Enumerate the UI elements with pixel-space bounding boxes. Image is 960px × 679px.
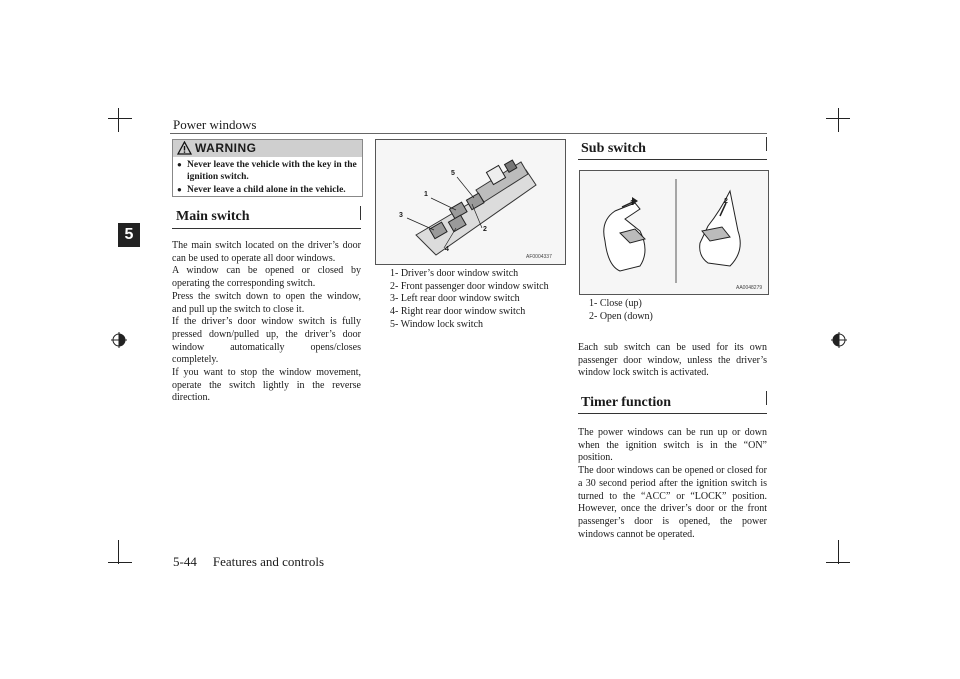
crop-mark — [826, 118, 850, 119]
crop-mark — [826, 562, 850, 563]
callout-label: 5 — [451, 170, 455, 177]
paragraph: The power windows can be run up or down when the ignition switch is in the “ON” position. — [578, 427, 767, 464]
sub-switch-body — [578, 342, 767, 380]
sub-switch-figure — [579, 170, 769, 295]
paragraph: The door windows can be opened or closed for a 30 second period after the ignition switch is turned to the “ACC” or “LOCK” position. However, once the driver’s door or the front passenger’s door is opened, the power windows cannot be operated. — [578, 465, 767, 540]
crop-mark — [108, 118, 132, 119]
main-switch-body — [172, 240, 361, 405]
callout-label: 1 — [630, 200, 634, 207]
crop-mark — [838, 540, 839, 564]
paragraph: Each sub switch can be used for its own passenger door window, unless the driver’s window lock switch is activated. — [578, 342, 767, 379]
sub-figure-legend — [589, 298, 653, 323]
paragraph: The main switch located on the driver’s door can be used to operate all door windows. — [172, 240, 361, 264]
warning-box — [172, 139, 363, 197]
page-number: 5-44 — [173, 554, 197, 569]
legend-item: 3- Left rear door window switch — [390, 293, 520, 305]
sub-switch-heading: Sub switch — [581, 141, 646, 156]
section-rule — [360, 206, 361, 220]
header-rule — [170, 133, 767, 134]
crop-mark — [108, 562, 132, 563]
legend-item: 1- Close (up) — [589, 298, 642, 309]
section-rule — [766, 137, 767, 151]
callout-label: 4 — [445, 246, 449, 253]
main-switch-figure — [375, 139, 566, 265]
section-rule — [578, 159, 767, 160]
crop-mark — [838, 108, 839, 132]
registration-mark-icon — [831, 332, 847, 348]
main-switch-heading: Main switch — [176, 209, 250, 224]
figure-code: AA0048279 — [736, 285, 763, 291]
figure-code: AF0004337 — [526, 254, 552, 260]
door-switch-panel-illustration — [376, 140, 565, 264]
chapter-tab: 5 — [118, 223, 140, 247]
crop-mark — [118, 108, 119, 132]
page-footer — [173, 554, 340, 570]
main-figure-legend — [390, 268, 549, 332]
registration-mark-icon — [111, 332, 127, 348]
legend-item: 2- Front passenger door window switch — [390, 280, 549, 292]
section-rule — [172, 228, 361, 229]
warning-item: ● Never leave the vehicle with the key in the ignition switch. — [177, 159, 361, 183]
crop-mark — [118, 540, 119, 564]
legend-item: 5- Window lock switch — [390, 318, 484, 330]
warning-header — [173, 140, 362, 157]
section-rule — [578, 413, 767, 414]
section-name: Features and controls — [212, 554, 325, 569]
warning-triangle-icon — [177, 141, 192, 155]
paragraph: A window can be opened or closed by operating the corresponding switch. — [172, 265, 361, 290]
sub-switch-illustration — [580, 171, 768, 294]
legend-item: 1- Driver’s door window switch — [390, 268, 519, 279]
timer-function-heading: Timer function — [581, 395, 672, 410]
legend-item: 4- Right rear door window switch — [390, 306, 526, 318]
callout-label: 1 — [424, 191, 428, 198]
timer-function-body — [578, 427, 767, 541]
callout-label: 2 — [483, 226, 487, 233]
callout-label: 2 — [724, 198, 728, 205]
callout-label: 3 — [399, 212, 403, 219]
paragraph: If you want to stop the window movement, operate the switch lightly in the reverse direction. — [172, 367, 361, 404]
legend-item: 2- Open (down) — [589, 310, 653, 322]
warning-item: ● Never leave a child alone in the vehicle. — [177, 184, 361, 196]
paragraph: Press the switch down to open the window, and pull up the switch to close it. — [172, 290, 361, 315]
page-title: Power windows — [173, 117, 257, 132]
warning-label: WARNING — [195, 141, 257, 155]
paragraph: If the driver’s door window switch is fully pressed down/pulled up, the driver’s door window automatically opens/closes completely. — [172, 316, 361, 366]
warning-list — [177, 159, 361, 197]
section-rule — [766, 391, 767, 405]
